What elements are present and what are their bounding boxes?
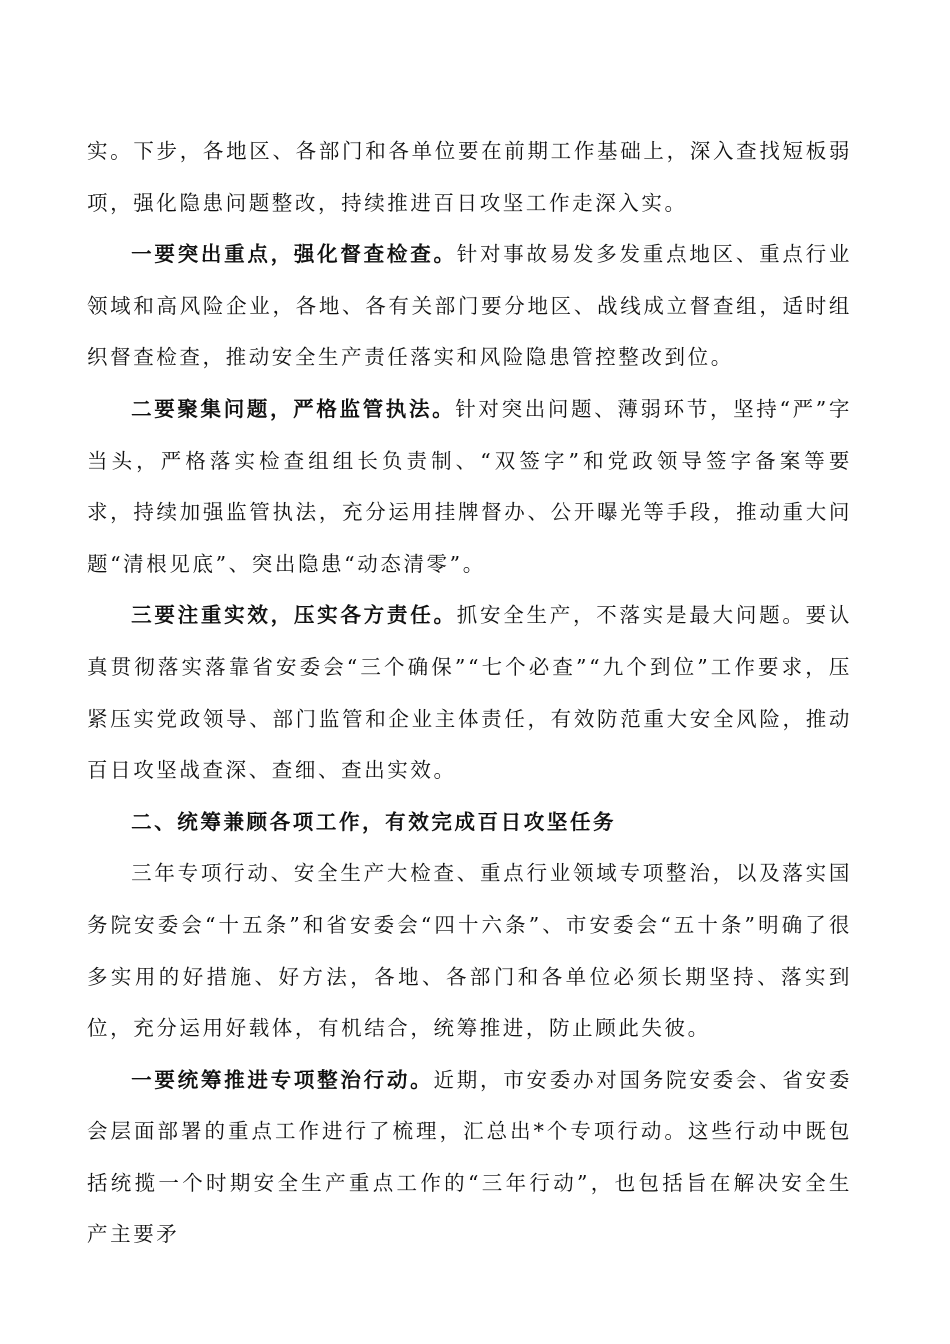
paragraph-text: 针对突出问题、薄弱环节，坚持“严”字当头，严格落实检查组组长负责制、“双签字”和党政领导签字备案等要求，持续加强监管执法，充分运用挂牌督办、公开曝光等手段，推动重大问题“清根见底”、突出隐患“动态清零”。	[87, 396, 852, 576]
paragraph-text: 三年专项行动、安全生产大检查、重点行业领域专项整治，以及落实国务院安委会“十五条”和省安委会“四十六条”、市安委会“五十条”明确了很多实用的好措施、好方法，各地、各部门和各单位必须长期坚持、落实到位，充分运用好载体，有机结合，统筹推进，防止顾此失彼。	[87, 861, 852, 1041]
paragraph-continuation	[87, 126, 852, 229]
document-page	[87, 126, 852, 1261]
paragraph-text: 抓安全生产，不落实是最大问题。要认真贯彻落实落靠省安委会“三个确保”“七个必查”“九个到位”工作要求，压紧压实党政领导、部门监管和企业主体责任，有效防范重大安全风险，推动百日攻坚战查深、查细、查出实效。	[87, 603, 852, 783]
paragraph-lead: 三要注重实效，压实各方责任。	[131, 603, 457, 628]
paragraph-point-one	[87, 229, 852, 384]
paragraph-sub-point-one	[87, 1055, 852, 1261]
paragraph-point-three	[87, 590, 852, 796]
paragraph-lead: 一要突出重点，强化督查检查。	[131, 242, 457, 267]
section-heading: 二、统筹兼顾各项工作，有效完成百日攻坚任务	[131, 809, 617, 834]
paragraph-lead: 二要聚集问题，严格监管执法。	[131, 396, 456, 421]
paragraph-text: 近期，市安委办对国务院安委会、省安委会层面部署的重点工作进行了梳理，汇总出*个专项行动。这些行动中既包括统揽一个时期安全生产重点工作的“三年行动”，也包括旨在解决安全生产主要矛	[87, 1067, 852, 1247]
paragraph-lead: 一要统筹推进专项整治行动。	[131, 1067, 434, 1092]
paragraph-point-two	[87, 384, 852, 590]
paragraph-text: 针对事故易发多发重点地区、重点行业领域和高风险企业，各地、各有关部门要分地区、战线成立督查组，适时组织督查检查，推动安全生产责任落实和风险隐患管控整改到位。	[87, 242, 852, 370]
paragraph-section-intro	[87, 848, 852, 1054]
paragraph-text: 实。下步，各地区、各部门和各单位要在前期工作基础上，深入查找短板弱项，强化隐患问题整改，持续推进百日攻坚工作走深入实。	[87, 139, 852, 215]
